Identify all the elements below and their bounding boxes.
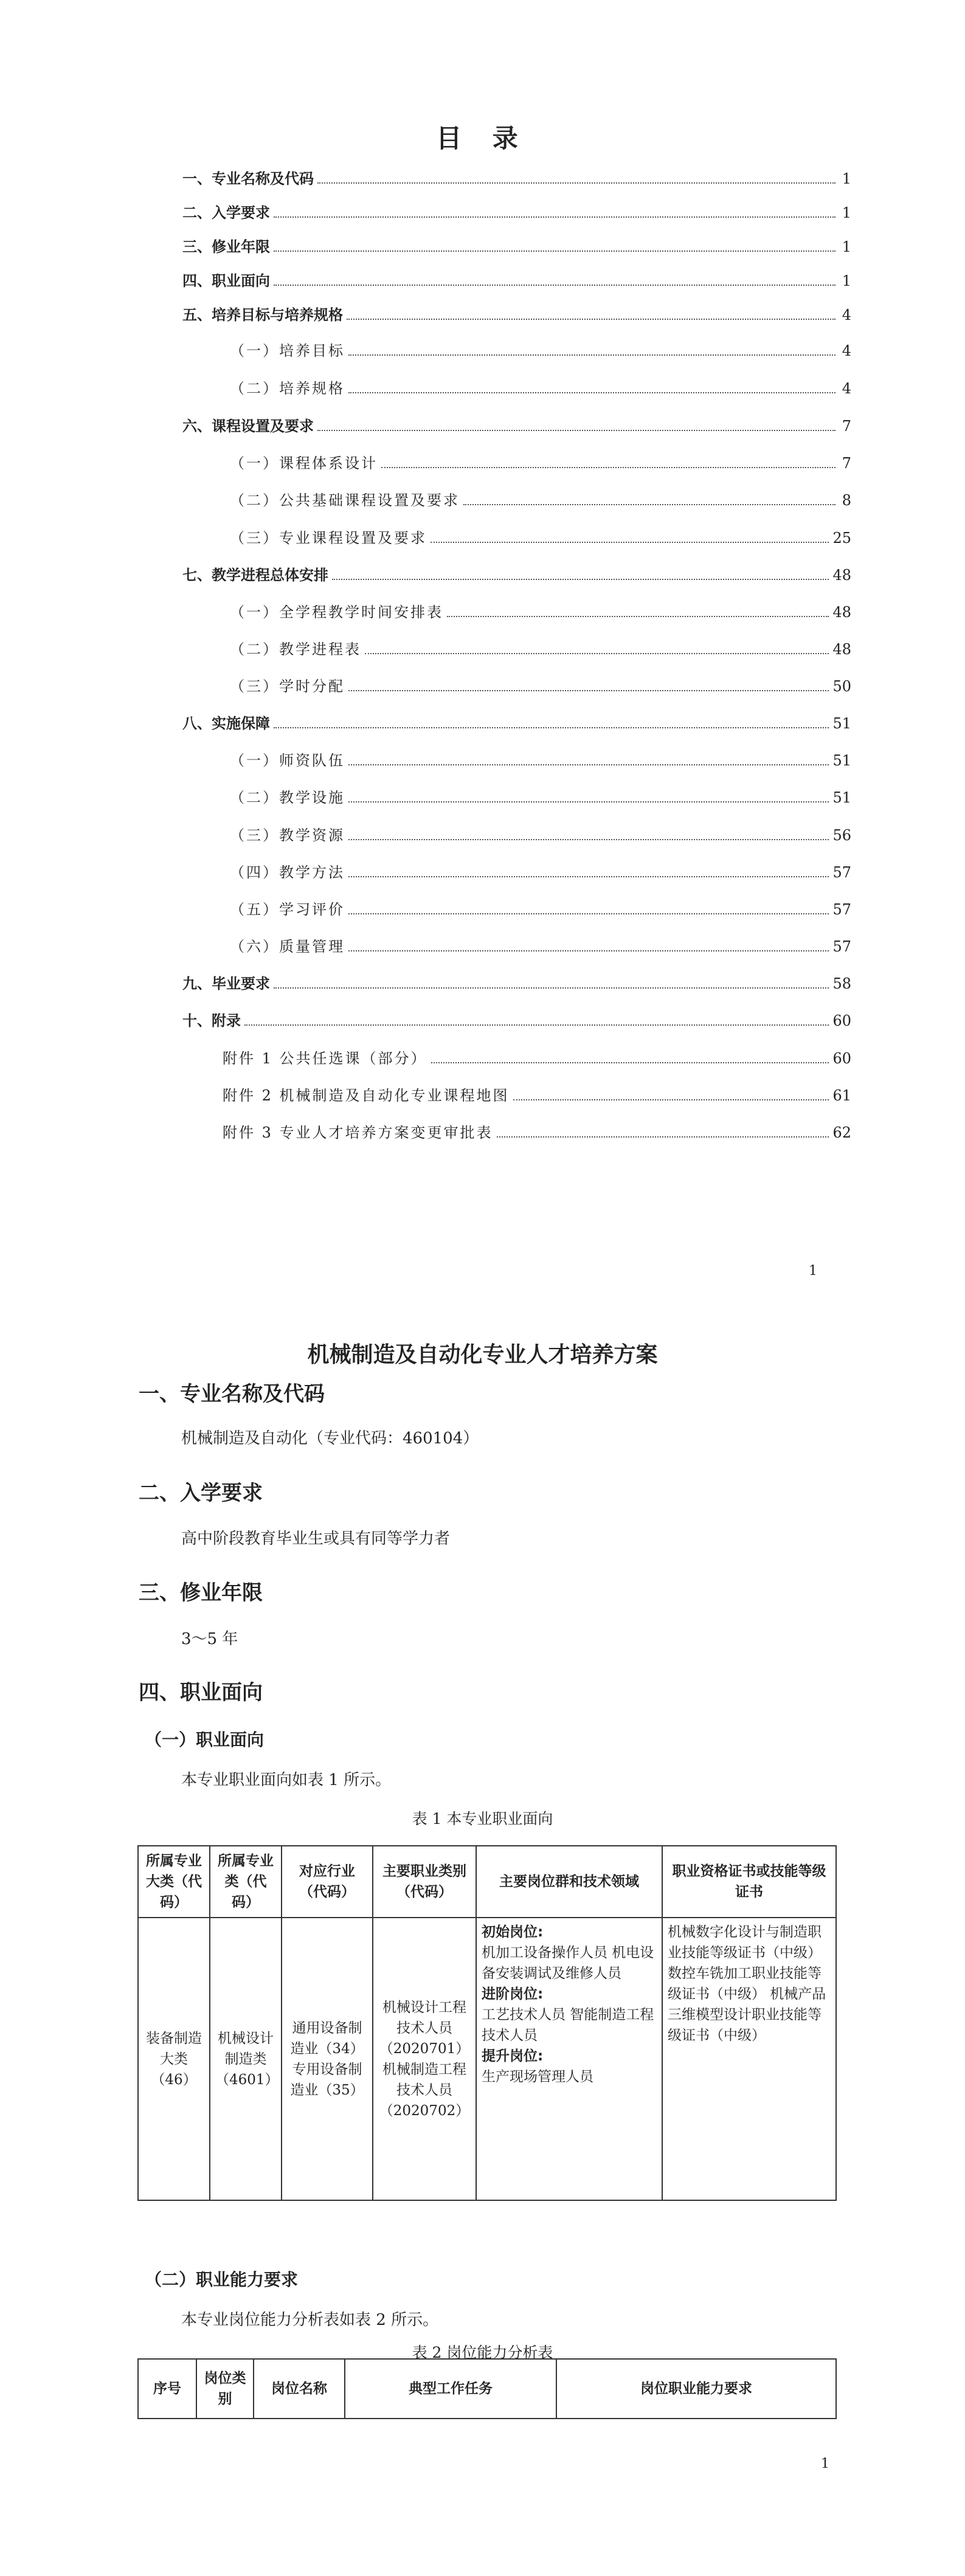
- dot-leader: [348, 354, 835, 356]
- toc-item[interactable]: （四）教学方法 57: [230, 864, 851, 881]
- promote-post-list: 生产现场管理人员: [482, 2069, 593, 2085]
- table-header: 岗位类别: [196, 2359, 254, 2419]
- toc-item[interactable]: （一）课程体系设计 7: [230, 455, 851, 472]
- table-header: 职业资格证书或技能等级证书: [662, 1846, 836, 1918]
- section-heading-1: 一、专业名称及代码: [139, 1382, 325, 1406]
- dot-leader: [431, 1062, 829, 1063]
- section-text-3: 3～5 年: [181, 1630, 238, 1648]
- advanced-post-list: 工艺技术人员 智能制造工程技术人员: [482, 2007, 654, 2043]
- toc-item[interactable]: （二）教学设施 51: [230, 789, 851, 806]
- toc-item[interactable]: 八、实施保障 51: [182, 715, 851, 732]
- toc-item[interactable]: （一）全学程教学时间安排表 48: [230, 604, 851, 621]
- toc-item[interactable]: （一）师资队伍 51: [230, 752, 851, 769]
- dot-leader: [348, 392, 835, 393]
- initial-post-list: 机加工设备操作人员 机电设备安装调试及维修人员: [482, 1945, 654, 1981]
- table-header: 所属专业大类（代码）: [138, 1846, 210, 1918]
- table-row: [138, 1918, 836, 2200]
- subsection-heading-1: （一）职业面向: [145, 1730, 265, 1750]
- toc-item[interactable]: （三）学时分配 50: [230, 678, 851, 695]
- dot-leader: [244, 1024, 829, 1026]
- dot-leader: [348, 913, 829, 914]
- table-cell: 通用设备制造业（34）专用设备制造业（35）: [282, 1918, 373, 2200]
- toc-item[interactable]: 六、课程设置及要求 7: [182, 418, 851, 435]
- table-cell: 机械设计工程技术人员（2020701）机械制造工程技术人员（2020702）: [373, 1918, 476, 2200]
- dot-leader: [274, 250, 835, 252]
- table-cell-posts: [476, 1918, 662, 2200]
- dot-leader: [348, 764, 829, 765]
- initial-post-heading: 初始岗位:: [482, 1924, 544, 1940]
- dot-leader: [463, 504, 835, 505]
- subsection-text-2: 本专业岗位能力分析表如表 2 所示。: [181, 2311, 439, 2329]
- toc-item[interactable]: 三、修业年限 1: [182, 238, 851, 255]
- dot-leader: [365, 653, 829, 654]
- table1-caption: 表 1 本专业职业面向: [412, 1810, 553, 1828]
- dot-leader: [348, 801, 829, 803]
- dot-leader: [513, 1099, 829, 1100]
- toc-item[interactable]: （一）培养目标 4: [230, 342, 851, 359]
- toc-item[interactable]: 附件 3 专业人才培养方案变更审批表 62: [223, 1124, 851, 1141]
- table-header: 岗位职业能力要求: [556, 2359, 836, 2419]
- post-ability-table: [137, 2358, 837, 2419]
- dot-leader: [447, 616, 829, 617]
- page-number: 1: [821, 2456, 829, 2471]
- dot-leader: [274, 285, 835, 286]
- table-cell: 装备制造大类（46）: [138, 1918, 210, 2200]
- dot-leader: [348, 876, 829, 877]
- dot-leader: [348, 690, 829, 691]
- dot-leader: [431, 542, 829, 543]
- dot-leader: [274, 216, 835, 218]
- toc-item[interactable]: 四、职业面向 1: [182, 272, 851, 289]
- occupation-table: [137, 1845, 837, 2201]
- subsection-heading-2: （二）职业能力要求: [145, 2270, 299, 2290]
- table-header: 对应行业（代码）: [282, 1846, 373, 1918]
- toc-item[interactable]: 附件 1 公共任选课（部分） 60: [223, 1050, 851, 1067]
- dot-leader: [332, 579, 829, 580]
- section-text-2: 高中阶段教育毕业生或具有同等学力者: [181, 1530, 451, 1548]
- page-number: 1: [809, 1263, 817, 1279]
- dot-leader: [347, 319, 835, 320]
- dot-leader: [497, 1136, 829, 1138]
- toc-item[interactable]: （二）公共基础课程设置及要求 8: [230, 492, 851, 509]
- table2-caption: 表 2 岗位能力分析表: [412, 2344, 553, 2361]
- table-header: 序号: [138, 2359, 196, 2419]
- table-header: 主要岗位群和技术领域: [476, 1846, 662, 1918]
- toc-page: [0, 0, 965, 1279]
- toc-item[interactable]: 五、培养目标与培养规格 4: [182, 306, 851, 323]
- table-header: 典型工作任务: [345, 2359, 556, 2419]
- table-header: 主要职业类别（代码）: [373, 1846, 476, 1918]
- advanced-post-heading: 进阶岗位:: [482, 1986, 544, 2002]
- promote-post-heading: 提升岗位:: [482, 2048, 544, 2064]
- toc-item[interactable]: （六）质量管理 57: [230, 938, 851, 955]
- table-cell: 机械设计制造类（4601）: [210, 1918, 282, 2200]
- dot-leader: [274, 727, 829, 728]
- toc-item[interactable]: （三）教学资源 56: [230, 827, 851, 844]
- section-heading-2: 二、入学要求: [139, 1481, 263, 1505]
- table-cell: 机械数字化设计与制造职业技能等级证书（中级） 数控车铣加工职业技能等级证书（中级） 机械产品三维模型设计职业技能等级证书（中级）: [662, 1918, 836, 2200]
- toc-title: 目 录: [436, 123, 529, 153]
- dot-leader: [317, 182, 835, 184]
- toc-item[interactable]: （五）学习评价 57: [230, 901, 851, 918]
- toc-item[interactable]: 七、教学进程总体安排 48: [182, 567, 851, 584]
- dot-leader: [348, 839, 829, 840]
- toc-item[interactable]: （二）培养规格 4: [230, 380, 851, 397]
- toc-item[interactable]: （三）专业课程设置及要求 25: [230, 530, 851, 547]
- toc-item[interactable]: 二、入学要求 1: [182, 204, 851, 221]
- document-title: 机械制造及自动化专业人才培养方案: [307, 1342, 658, 1367]
- subsection-text-1: 本专业职业面向如表 1 所示。: [181, 1771, 392, 1789]
- dot-leader: [381, 467, 835, 468]
- table-header: 所属专业类（代码）: [210, 1846, 282, 1918]
- dot-leader: [348, 950, 829, 951]
- dot-leader: [274, 987, 829, 989]
- section-heading-4: 四、职业面向: [139, 1680, 263, 1705]
- toc-item[interactable]: 一、专业名称及代码 1: [182, 170, 851, 187]
- toc-item[interactable]: 九、毕业要求 58: [182, 975, 851, 992]
- toc-item[interactable]: 附件 2 机械制造及自动化专业课程地图 61: [223, 1087, 851, 1104]
- section-heading-3: 三、修业年限: [139, 1581, 263, 1605]
- dot-leader: [317, 430, 835, 431]
- toc-item[interactable]: （二）教学进程表 48: [230, 641, 851, 658]
- section-text-1: 机械制造及自动化（专业代码：460104）: [181, 1429, 479, 1448]
- toc-item[interactable]: 十、附录 60: [182, 1012, 851, 1029]
- table-header: 岗位名称: [254, 2359, 345, 2419]
